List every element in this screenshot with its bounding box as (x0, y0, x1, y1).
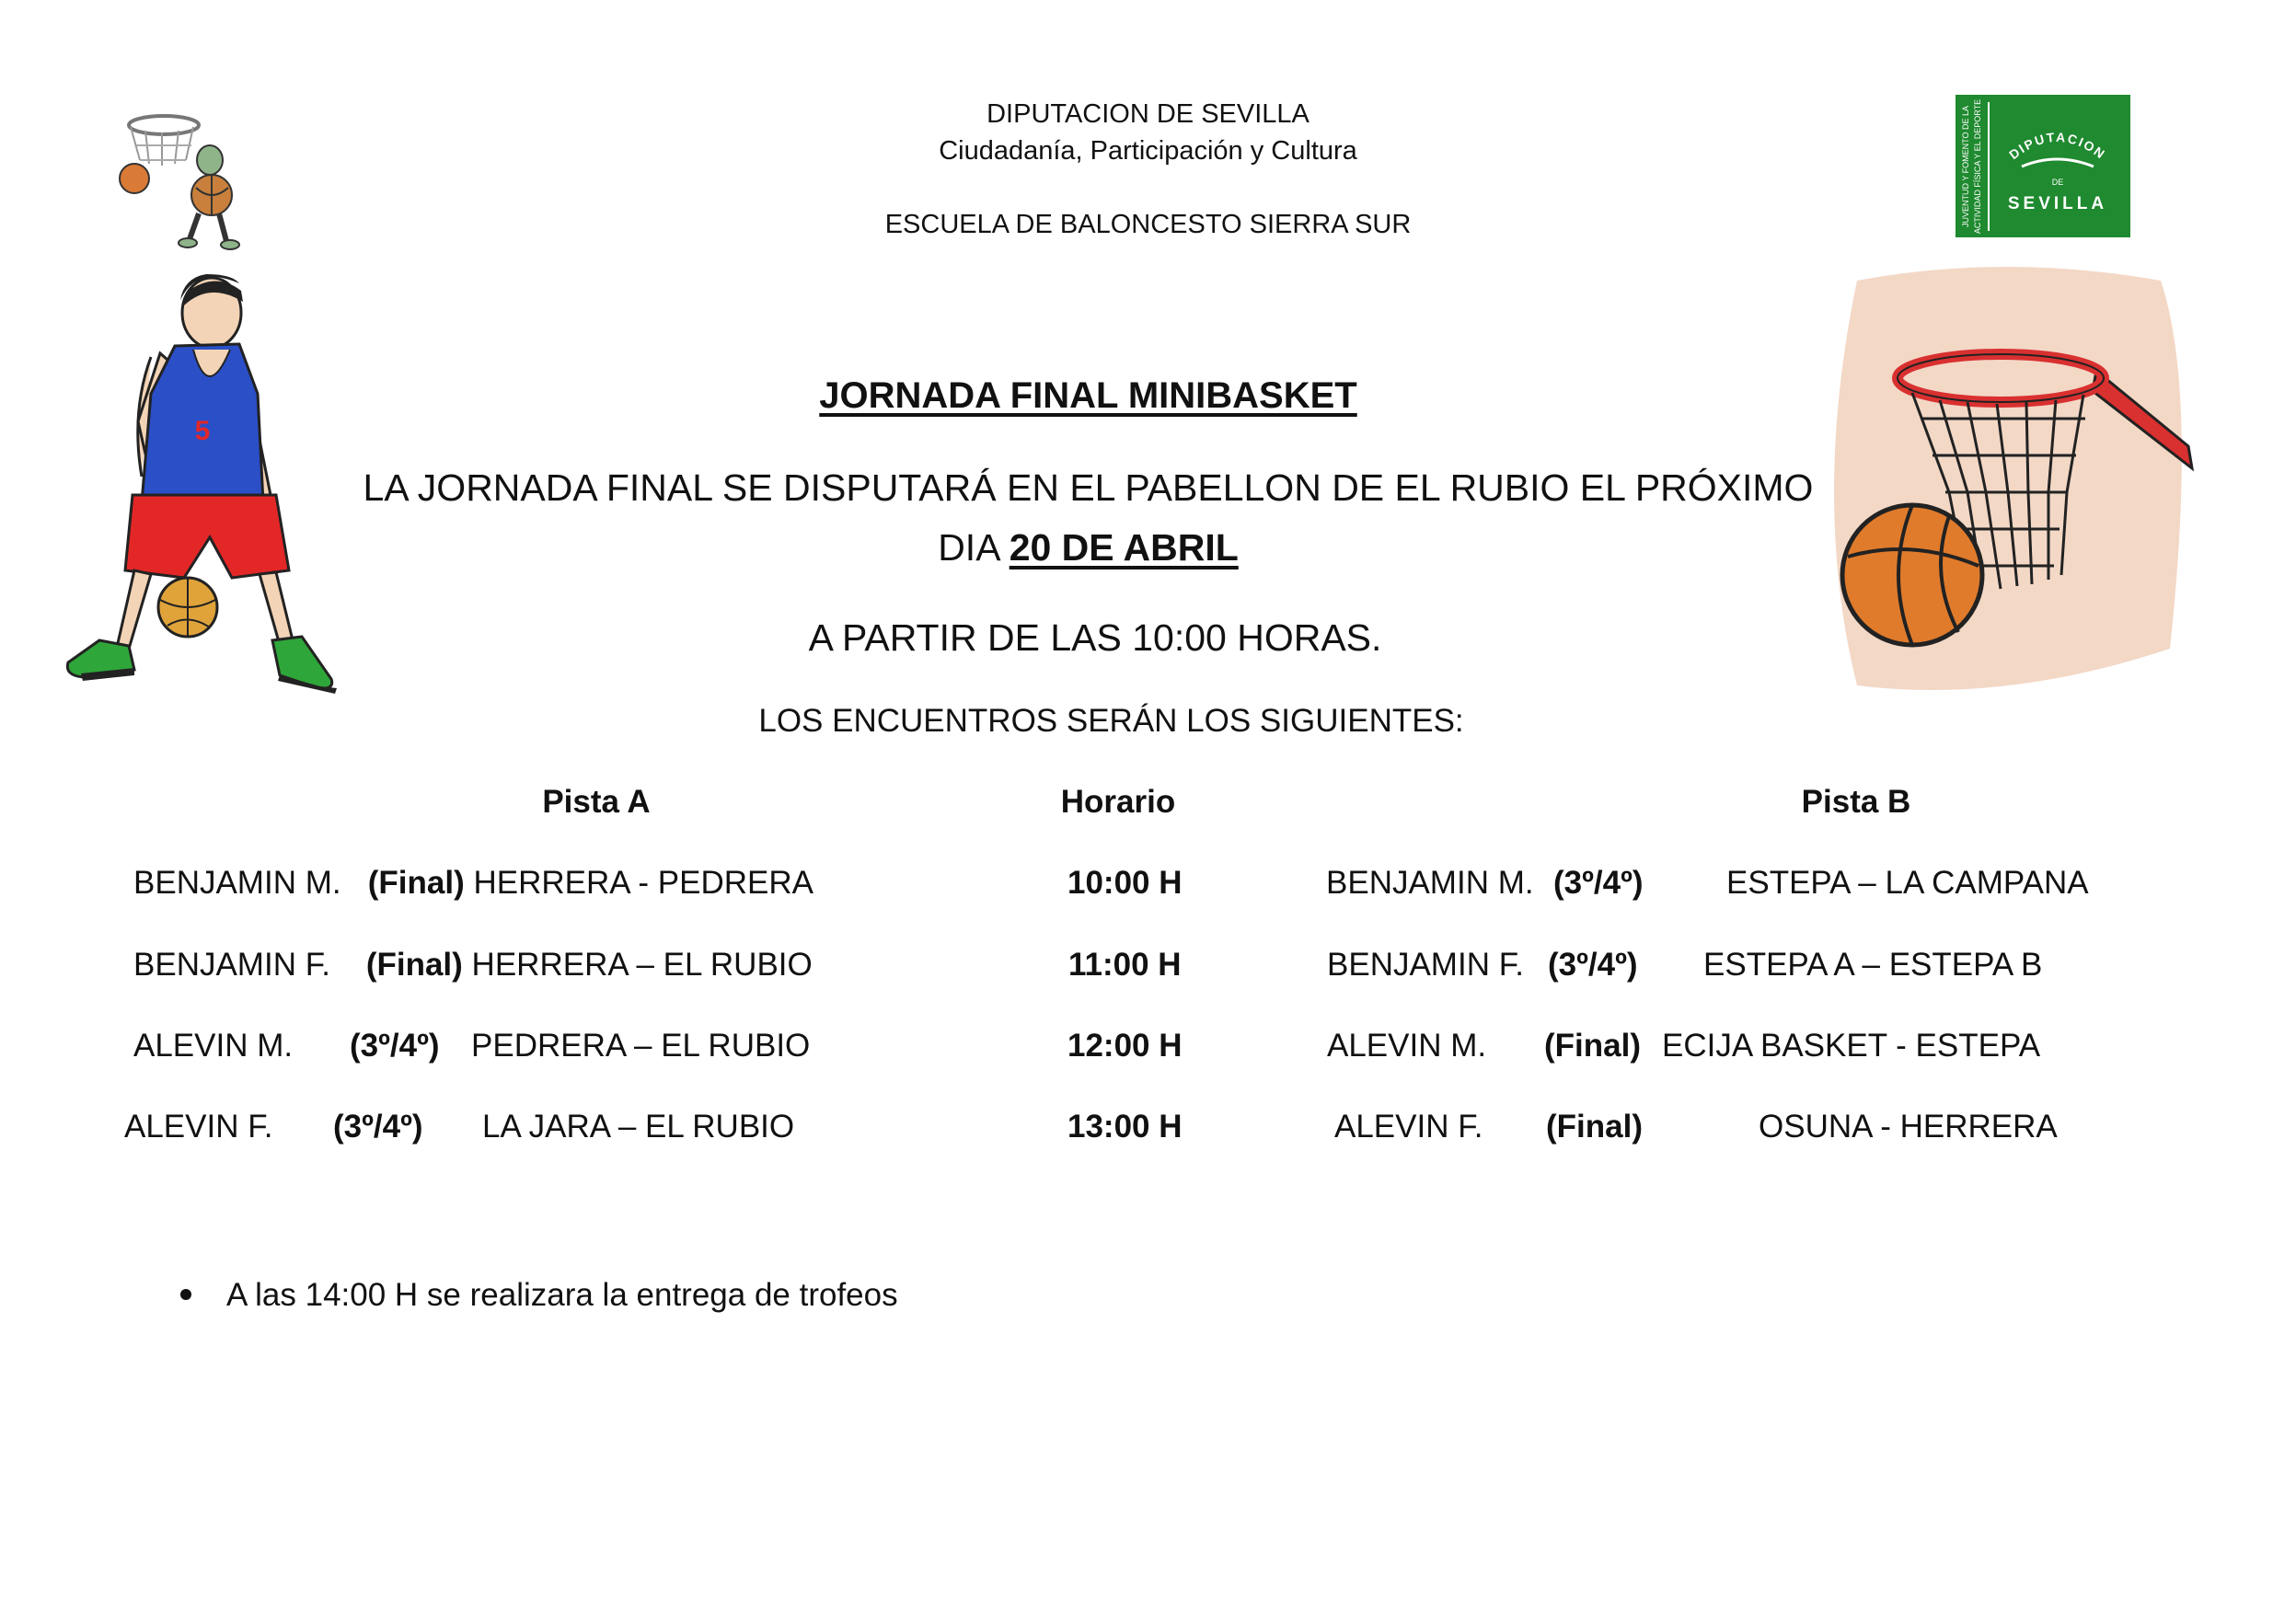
matches-intro: LOS ENCUENTROS SERÁN LOS SIGUIENTES: (758, 703, 1464, 739)
row-time: 13:00 H (1067, 1109, 1183, 1145)
row-a-round: (3º/4º) (350, 1028, 440, 1064)
intro-line-2 (0, 523, 2176, 572)
column-pista-b: Pista B (1801, 784, 1911, 820)
diputacion-logo-graphic (1956, 95, 2130, 237)
start-time-line: A PARTIR DE LAS 10:00 HORAS. (808, 616, 1382, 659)
row-a-round: (3º/4º) (333, 1109, 423, 1145)
logo-side-text-1: JUVENTUD Y FOMENTO DE LA (1961, 105, 1970, 228)
row-a-round: (Final) (367, 865, 465, 901)
footnote-text: A las 14:00 H se realizara la entrega de trofeos (226, 1277, 898, 1313)
row-b-match: OSUNA - HERRERA (1759, 1109, 2058, 1145)
row-time: 12:00 H (1067, 1028, 1183, 1064)
row-time: 10:00 H (1067, 865, 1183, 901)
row-b-category: BENJAMIN M. (1326, 865, 1534, 901)
row-a-category: ALEVIN F. (124, 1109, 273, 1145)
row-a-category: BENJAMIN F. (133, 947, 330, 983)
row-b-round: (Final) (1544, 1028, 1641, 1064)
header-school: ESCUELA DE BALONCESTO SIERRA SUR (884, 210, 1412, 239)
row-b-match: ECIJA BASKET - ESTEPA (1662, 1028, 2041, 1064)
row-a-match: LA JARA – EL RUBIO (482, 1109, 795, 1145)
logo-arc-text: DIPUTACION (2006, 129, 2109, 163)
logo-side-text-2: ACTIVIDAD FÍSICA Y EL DEPORTE (1973, 98, 1982, 235)
row-b-match: ESTEPA A – ESTEPA B (1703, 947, 2043, 983)
row-a-match: HERRERA - PEDRERA (473, 865, 814, 901)
table-row (133, 865, 813, 902)
row-a-match: HERRERA – EL RUBIO (471, 947, 813, 983)
logo-de-text: DE (2051, 178, 2064, 187)
row-time: 11:00 H (1068, 947, 1182, 983)
row-b-match: ESTEPA – LA CAMPANA (1726, 865, 2089, 901)
row-b-round: (3º/4º) (1553, 865, 1644, 901)
event-date: 20 DE ABRIL (1009, 526, 1239, 569)
row-b-round: (3º/4º) (1548, 947, 1638, 983)
column-pista-a: Pista A (542, 784, 651, 820)
header-org: DIPUTACION DE SEVILLA (986, 99, 1310, 129)
basketball-hoop-icon (109, 103, 274, 269)
row-b-category: ALEVIN M. (1327, 1028, 1487, 1064)
header-dept: Ciudadanía, Participación y Cultura (939, 136, 1357, 166)
row-a-category: BENJAMIN M. (133, 865, 341, 901)
column-horario: Horario (1060, 784, 1176, 820)
intro-line-1: LA JORNADA FINAL SE DISPUTARÁ EN EL PABELLON DE EL RUBIO EL PRÓXIMO (363, 466, 1814, 509)
row-a-category: ALEVIN M. (133, 1028, 294, 1064)
row-b-category: ALEVIN F. (1334, 1109, 1483, 1145)
row-b-category: BENJAMIN F. (1327, 947, 1524, 983)
row-b-round: (Final) (1546, 1109, 1643, 1145)
svg-text:5: 5 (194, 416, 211, 446)
row-a-round: (Final) (365, 947, 463, 983)
footnote-item (180, 1277, 898, 1314)
diputacion-logo (1956, 95, 2130, 237)
intro-line-2-prefix: DIA (938, 526, 1010, 569)
table-row (133, 947, 813, 984)
page-title: JORNADA FINAL MINIBASKET (819, 375, 1357, 416)
logo-sevilla-text: SEVILLA (2007, 194, 2108, 213)
row-a-match: PEDRERA – EL RUBIO (471, 1028, 811, 1064)
bullet-icon (180, 1289, 191, 1300)
